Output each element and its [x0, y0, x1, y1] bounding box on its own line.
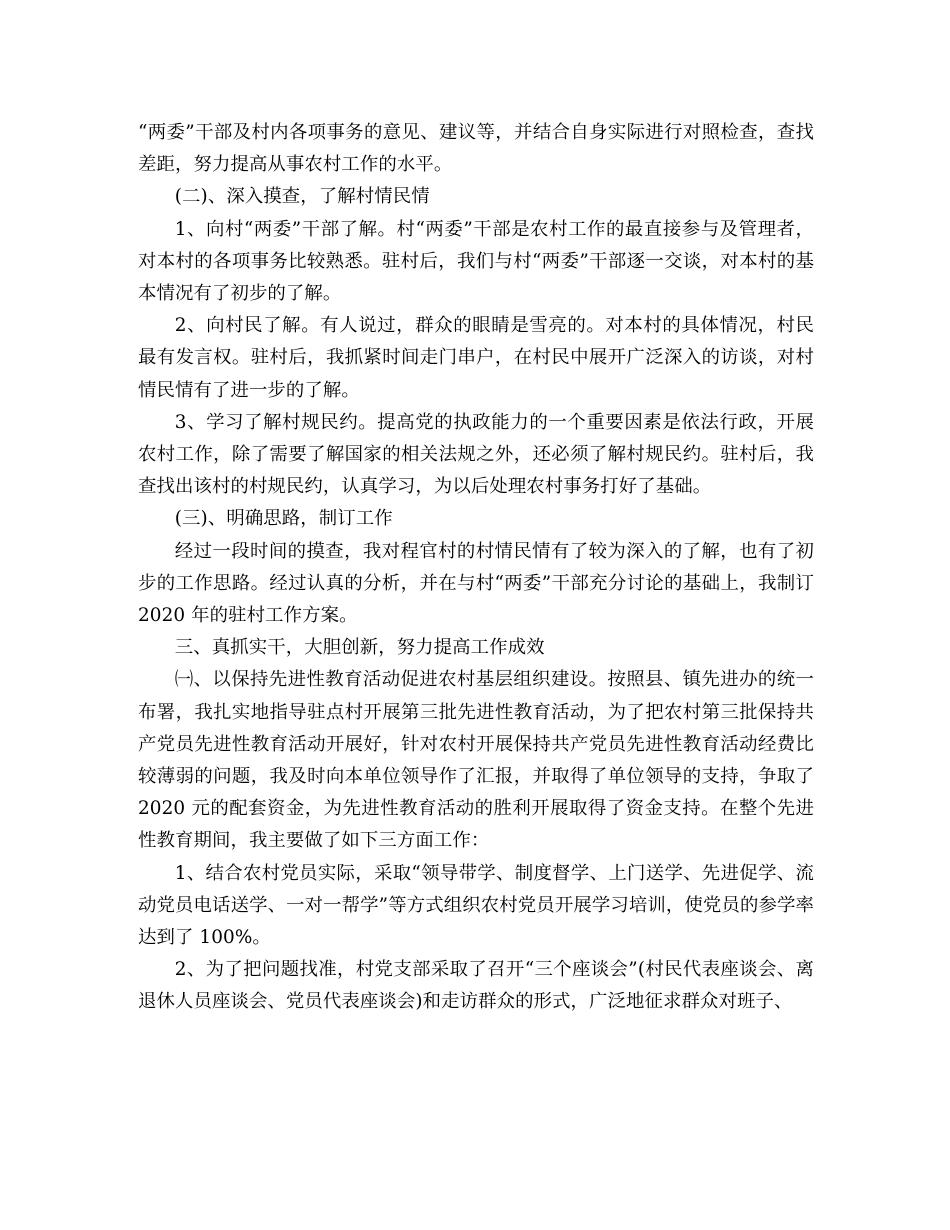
paragraph-plan: 经过一段时间的摸查，我对程官村的村情民情有了较为深入的了解，也有了初步的工作思路。经过认真的分析，并在与村“两委”干部充分讨论的基础上，我制订 2020 年的驻村工作方案。 [138, 540, 814, 627]
paragraph-continuation: “两委”干部及村内各项事务的意见、建议等，并结合自身实际进行对照检查，查找差距，努力提高从事农村工作的水平。 [138, 122, 814, 176]
paragraph-work-item-1: 1、结合农村党员实际，采取“领导带学、制度督学、上门送学、先进促学、流动党员电话送学、一对一帮学”等方式组织农村党员开展学习培训，使党员的参学率达到了 100%。 [138, 862, 814, 949]
section-heading-2: (二)、深入摸查，了解村情民情 [174, 186, 430, 208]
chapter-heading-3: 三、真抓实干，大胆创新，努力提高工作成效 [174, 637, 545, 659]
paragraph-item-3: 3、学习了解村规民约。提高党的执政能力的一个重要因素是依法行政，开展农村工作，除了需要了解国家的相关法规之外，还必须了解村规民约。驻村后，我查找出该村的村规民约，认真学习，为以后处理农村事务打好了基础。 [138, 411, 814, 498]
document-body [138, 117, 814, 1019]
paragraph-education-activity: ㈠、以保持先进性教育活动促进农村基层组织建设。按照县、镇先进办的统一布署，我扎实地指导驻点村开展第三批先进性教育活动，为了把农村第三批保持共产党员先进性教育活动开展好，针对农村开展保持共产党员先进性教育活动经费比较薄弱的问题，我及时向本单位领导作了汇报，并取得了单位领导的支持，争取了 2020 元的配套资金，为先进性教育活动的胜利开展取得了资金支持。在整个先进性教育期间，我主要做了如下三方面工作： [138, 669, 814, 852]
paragraph-item-1: 1、向村“两委”干部了解。村“两委”干部是农村工作的最直接参与及管理者，对本村的各项事务比较熟悉。驻村后，我们与村“两委”干部逐一交谈，对本村的基本情况有了初步的了解。 [138, 218, 814, 305]
section-heading-3: (三)、明确思路，制订工作 [174, 508, 393, 530]
paragraph-item-2: 2、向村民了解。有人说过，群众的眼睛是雪亮的。对本村的具体情况，村民最有发言权。驻村后，我抓紧时间走门串户，在村民中展开广泛深入的访谈，对村情民情有了进一步的了解。 [138, 315, 814, 401]
paragraph-work-item-2: 2、为了把问题找准，村党支部采取了召开“三个座谈会”(村民代表座谈会、离退休人员座谈会、党员代表座谈会)和走访群众的形式，广泛地征求群众对班子、 [138, 959, 814, 1013]
